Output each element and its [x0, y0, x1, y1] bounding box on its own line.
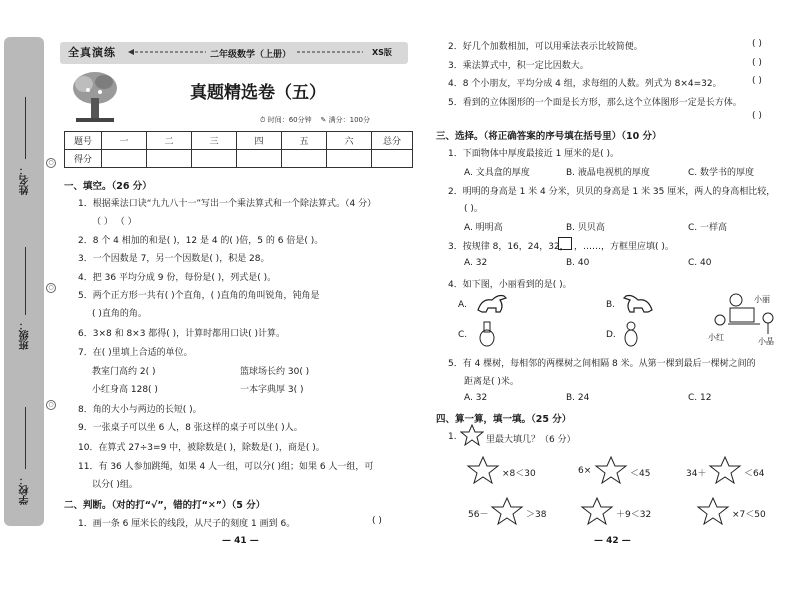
- choice-1-b: B. 液晶电视机的厚度: [566, 168, 650, 178]
- choice-3-a: A. 32: [464, 258, 488, 268]
- label-xiaoli: 小丽: [754, 295, 770, 304]
- judge-5: 5．看到的立体图形的一个面是长方形，那么这个立体图形一定是长方体。: [448, 98, 742, 108]
- score-cell[interactable]: [192, 150, 237, 168]
- score-table-header: 五: [282, 132, 327, 150]
- question-3: 3．一个因数是 7，另一个因数是( )，积是 28。: [78, 254, 270, 264]
- judge-1: 1．画一条 6 厘米长的线段，从尺子的刻度 1 画到 6。: [78, 519, 296, 529]
- full-score: 满分：100分: [328, 116, 371, 124]
- judge-3-answer[interactable]: ( ): [752, 58, 762, 68]
- expr-3: ＜64: [744, 469, 765, 479]
- exam-meta: [260, 115, 370, 125]
- choice-1: 1．下面物体中厚度最接近 1 厘米的是( )。: [448, 149, 620, 159]
- question-4: 4．把 36 平均分成 9 份，每份是( )，列式是( )。: [78, 273, 277, 283]
- judge-3: 3．乘法算式中，积一定比因数大。: [448, 61, 589, 71]
- arrow-decoration: [295, 47, 367, 57]
- answer-box[interactable]: [558, 237, 572, 250]
- fill-1: 1.: [448, 432, 457, 442]
- arrow-decoration: [128, 47, 208, 57]
- question-5-cont: ( )直角的角。: [92, 309, 147, 319]
- choice-3-cont: ，……，方框里应填( )。: [574, 242, 674, 252]
- choice-3-b: B. 40: [566, 258, 590, 268]
- choice-2-a: A. 明明高: [464, 223, 503, 233]
- expr-2-pre: 6×: [578, 466, 592, 476]
- fill-1-prompt: 里最大填几？（6 分）: [486, 435, 576, 445]
- choice-2: 2．明明的身高是 1 米 4 分米，贝贝的身高是 1 米 35 厘米，两人的身高相比较，: [448, 187, 776, 197]
- score-row-label: 得分: [65, 150, 102, 168]
- choice-2-c: C. 一样高: [688, 223, 728, 233]
- score-table-header: 一: [102, 132, 147, 150]
- grade-label: 二年级数学（上册）: [210, 50, 292, 60]
- score-table: [64, 131, 413, 168]
- clock-icon: ⏱: [260, 116, 266, 124]
- name-line: [25, 97, 26, 159]
- star-blank-icon[interactable]: [580, 497, 614, 525]
- score-table-header-row: [65, 132, 413, 150]
- score-table-header: 总分: [372, 132, 413, 150]
- class-label: 班级：: [20, 320, 31, 350]
- choice-1-c: C. 数学书的厚度: [688, 168, 755, 178]
- score-table-row: [65, 150, 413, 168]
- question-7d: 一本字典厚 3( ): [240, 385, 304, 395]
- bird-figure-icon: [620, 318, 642, 348]
- expr-1: ×8＜30: [502, 469, 536, 479]
- judge-2: 2．好几个加数相加，可以用乘法表示比较简便。: [448, 42, 643, 52]
- choice-3: 3．按规律 8，16，24，32，: [448, 242, 569, 252]
- question-7a: 教室门高约 2( ): [92, 367, 156, 377]
- school-label: 学校：: [20, 475, 31, 505]
- name-label: 姓名：: [20, 165, 31, 195]
- choice-2-b: B. 贝贝高: [566, 223, 605, 233]
- edition-label: XS版: [372, 48, 392, 57]
- star-blank-icon[interactable]: [466, 456, 500, 484]
- judge-4: 4．8 个小朋友，平均分成 4 组，求每组的人数。列式为 8×4=32。: [448, 79, 722, 89]
- choice-1-a: A. 文具盒的厚度: [464, 168, 530, 178]
- choice-5-cont: 距离是( )米。: [464, 377, 519, 387]
- school-line: [25, 407, 26, 469]
- question-2: 2．8 个 4 相加的和是( )，12 是 4 的( )倍，5 的 6 倍是( )。: [78, 236, 324, 246]
- section-fill-blank: 一、填空。（26 分）: [64, 181, 152, 192]
- expr-2: ＜45: [630, 469, 651, 479]
- choice-5-c: C. 12: [688, 393, 712, 403]
- pen-icon: ✎: [320, 116, 327, 124]
- question-7c: 小红身高 128( ): [92, 385, 158, 395]
- choice-4-c: C.: [458, 330, 468, 340]
- binding-strip: [4, 37, 44, 526]
- question-11-cont: 以分( )组。: [92, 480, 138, 490]
- score-cell[interactable]: [372, 150, 413, 168]
- star-blank-icon[interactable]: [708, 456, 742, 484]
- expr-3-pre: 34＋: [686, 469, 707, 479]
- question-10: 10．在算式 27÷3=9 中，被除数是( )，除数是( )，商是( )。: [78, 443, 325, 453]
- judge-5-answer[interactable]: ( ): [752, 111, 762, 121]
- brand-logo: 全真演练: [68, 46, 116, 59]
- question-11: 11．有 36 人参加跳绳，如果 4 人一组，可以分( )组；如果 6 人一组，可: [78, 462, 374, 472]
- question-7: 7．在( )里填上合适的单位。: [78, 348, 193, 358]
- choice-5-b: B. 24: [566, 393, 590, 403]
- question-1: 1．根据乘法口诀“九九八十一”写出一个乘法算式和一个除法算式。（4 分）: [78, 199, 377, 209]
- judge-1-answer[interactable]: ( ): [372, 516, 382, 526]
- expr-4-pre: 56－: [468, 510, 489, 520]
- choice-4-b: B.: [606, 300, 616, 310]
- binding-hole: ○: [46, 283, 56, 293]
- expr-6: ×7＜50: [732, 510, 766, 520]
- time-limit: 时间：60分钟: [267, 116, 312, 124]
- section-calc: 四、算一算，填一填。（25 分）: [436, 414, 572, 425]
- score-cell[interactable]: [282, 150, 327, 168]
- score-table-header: 题号: [65, 132, 102, 150]
- binding-hole: ○: [46, 400, 56, 410]
- score-table-header: 六: [327, 132, 372, 150]
- question-6: 6．3×8 和 8×3 都得( )，计算时都用口诀( )计算。: [78, 329, 286, 339]
- page-title: 真题精选卷（五）: [190, 83, 326, 103]
- label-xiaojing: 小晶: [758, 337, 774, 346]
- score-cell[interactable]: [237, 150, 282, 168]
- question-5: 5．两个正方形一共有( )个直角，( )直角的角叫锐角，钝角是: [78, 291, 320, 301]
- choice-4-d: D.: [606, 330, 616, 340]
- score-table-header: 二: [147, 132, 192, 150]
- class-line: [25, 247, 26, 315]
- dinosaur-icon: [620, 290, 656, 316]
- binding-hole: ○: [46, 158, 56, 168]
- score-cell[interactable]: [327, 150, 372, 168]
- score-table-header: 四: [237, 132, 282, 150]
- question-7b: 篮球场长约 30( ): [240, 367, 310, 377]
- tree-illustration: [70, 68, 120, 123]
- choice-4: 4．如下图，小丽看到的是( )。: [448, 280, 572, 290]
- dinosaur-icon: [474, 290, 510, 316]
- star-blank-icon[interactable]: [594, 456, 628, 484]
- bottle-figure-icon: [476, 318, 498, 348]
- question-8: 8．角的大小与两边的长短( )。: [78, 405, 202, 415]
- choice-5-a: A. 32: [464, 393, 488, 403]
- star-blank-icon[interactable]: [696, 497, 730, 525]
- score-cell[interactable]: [102, 150, 147, 168]
- choice-3-c: C. 40: [688, 258, 712, 268]
- section-choice: 三、选择。（将正确答案的序号填在括号里）（10 分）: [436, 131, 662, 142]
- expr-5: ＋9＜32: [616, 510, 652, 520]
- choice-5: 5．有 4 棵树，每相邻的两棵树之间相隔 8 米。从第一棵到最后一棵树之间的: [448, 359, 756, 369]
- section-judge: 二、判断。（对的打“√”，错的打“✕”）（5 分）: [64, 500, 266, 511]
- label-xiaohong: 小红: [708, 333, 724, 342]
- choice-4-a: A.: [458, 300, 467, 310]
- expr-4: ＞38: [526, 510, 547, 520]
- question-9: 9．一张桌子可以坐 6 人，8 张这样的桌子可以坐( )人。: [78, 423, 303, 433]
- star-blank-icon[interactable]: [490, 497, 524, 525]
- page-number-right: — 42 —: [594, 536, 631, 546]
- page-number-left: — 41 —: [222, 536, 259, 546]
- choice-2-blank: ( )。: [464, 204, 483, 214]
- judge-2-answer[interactable]: ( ): [752, 39, 762, 49]
- question-1-blanks: （ ） （ ）: [92, 217, 137, 227]
- judge-4-answer[interactable]: ( ): [752, 76, 762, 86]
- score-cell[interactable]: [147, 150, 192, 168]
- star-blank-icon: [460, 424, 484, 446]
- score-table-header: 三: [192, 132, 237, 150]
